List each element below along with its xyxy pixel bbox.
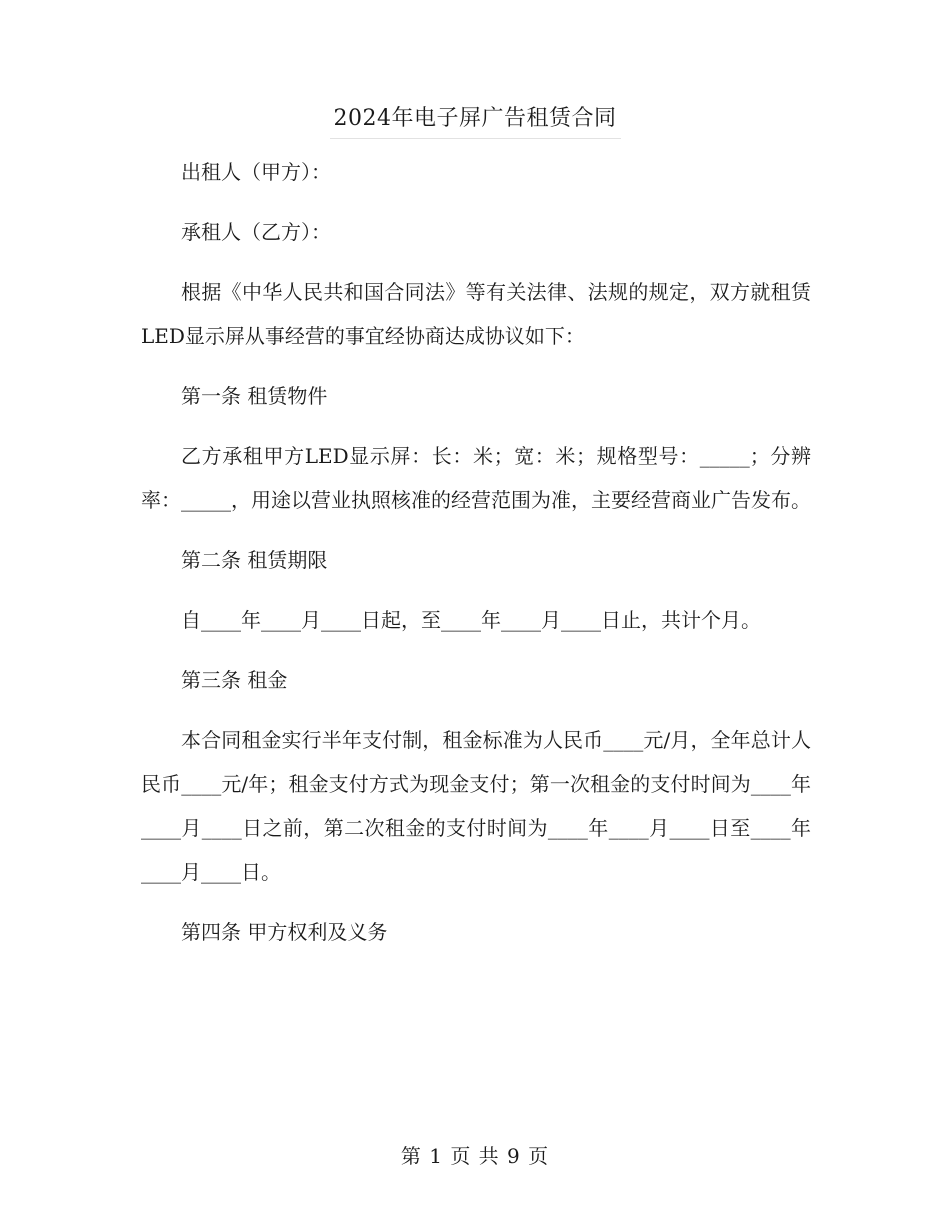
preamble-paragraph: 根据《中华人民共和国合同法》等有关法律、法规的规定，双方就租赁LED显示屏从事经营的事宜经协商达成协议如下： xyxy=(141,280,811,348)
document-title: 2024年电子屏广告租赁合同 xyxy=(330,100,621,139)
article-3-paragraph: 本合同租金实行半年支付制，租金标准为人民币____元/月，全年总计人民币____元/年；租金支付方式为现金支付；第一次租金的支付时间为____年____月____日之前，第二次租金的支付时间为____年____月____日至____年____月____日。 xyxy=(141,728,811,884)
article-2-heading: 第二条 租赁期限 xyxy=(181,548,328,572)
article-3-heading: 第三条 租金 xyxy=(181,668,288,692)
article-2-paragraph: 自____年____月____日起，至____年____月____日止，共计个月。 xyxy=(181,608,761,632)
document-body xyxy=(141,150,811,970)
party-a-line: 出租人（甲方）： xyxy=(181,160,331,184)
article-1-heading: 第一条 租赁物件 xyxy=(181,384,328,408)
article-1-paragraph: 乙方承租甲方LED显示屏：长：米；宽：米；规格型号：_____；分辨率：_____，用途以营业执照核准的经营范围为准，主要经营商业广告发布。 xyxy=(141,444,811,512)
article-4-heading: 第四条 甲方权利及义务 xyxy=(181,920,388,944)
title-container xyxy=(0,100,950,139)
party-b-line: 承租人（乙方）： xyxy=(181,220,331,244)
page-footer: 第 1 页 共 9 页 xyxy=(400,1144,550,1168)
